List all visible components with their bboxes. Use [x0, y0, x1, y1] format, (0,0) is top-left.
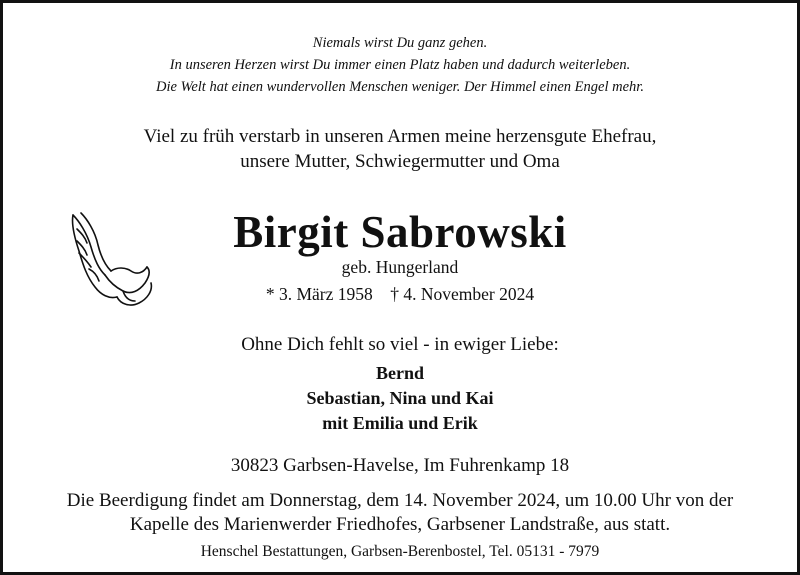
- intro-line-1: Viel zu früh verstarb in unseren Armen meine herzensgute Ehefrau,: [143, 126, 657, 147]
- verse-line-1: Niemals wirst Du ganz gehen.: [312, 35, 488, 51]
- intro-line-2: unsere Mutter, Schwiegermutter und Oma: [240, 151, 560, 172]
- funeral-line-2: Kapelle des Marienwerder Friedhofes, Garbsener Landstraße, aus statt.: [129, 514, 671, 535]
- verse-line-3: Die Welt hat einen wundervollen Menschen weniger. Der Himmel einen Engel mehr.: [156, 79, 644, 95]
- mourner-line-2: Sebastian, Nina und Kai: [306, 388, 494, 408]
- mourners-intro: Ohne Dich fehlt so viel - in ewiger Liebe:: [241, 334, 559, 355]
- verse-line-2: In unseren Herzen wirst Du immer einen Platz haben und dadurch weiterleben.: [169, 57, 631, 73]
- funeral-line-1: Die Beerdigung findet am Donnerstag, dem 14. November 2024, um 10.00 Uhr von der: [66, 490, 734, 511]
- undertaker: Henschel Bestattungen, Garbsen-Berenbostel, Tel. 05131 - 7979: [200, 543, 600, 560]
- deceased-name: Birgit Sabrowski: [233, 207, 567, 257]
- address: 30823 Garbsen-Havelse, Im Fuhrenkamp 18: [230, 455, 570, 476]
- life-dates: * 3. März 1958 † 4. November 2024: [265, 284, 535, 304]
- mourner-line-1: Bernd: [375, 363, 424, 383]
- mourner-line-3: mit Emilia und Erik: [322, 413, 478, 433]
- birth-name: geb. Hungerland: [341, 257, 459, 277]
